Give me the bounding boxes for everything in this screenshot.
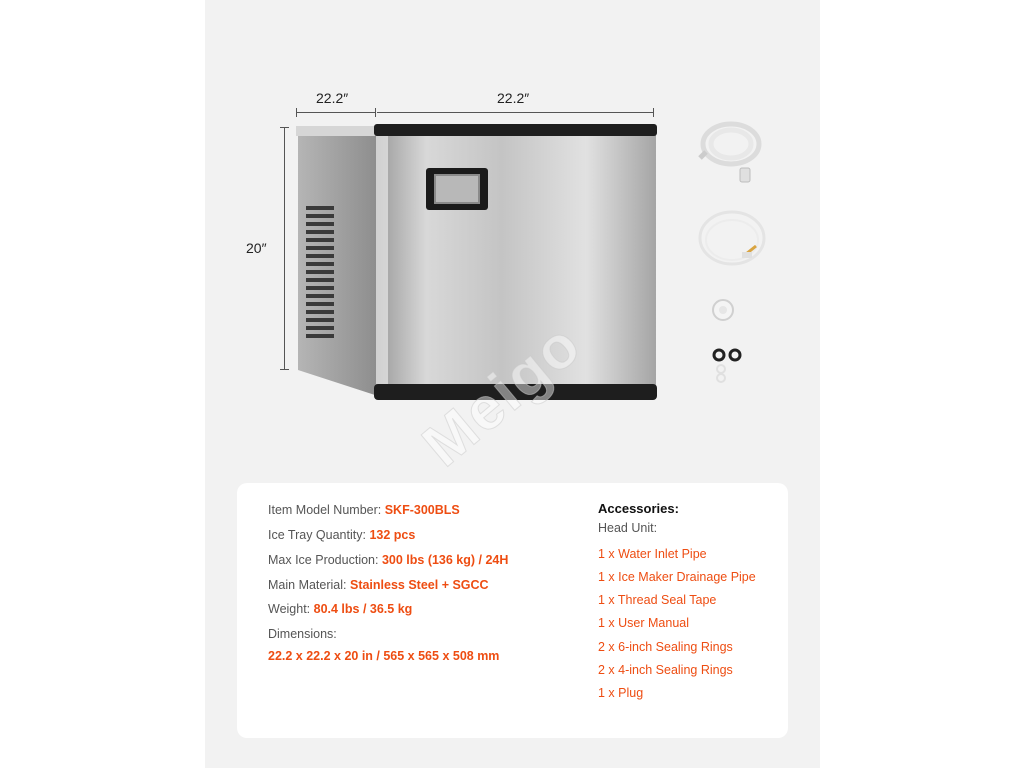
spec-max-production xyxy=(268,552,508,568)
accessory-item: 1 x Plug xyxy=(598,686,644,700)
ice-maker-image xyxy=(290,118,665,408)
spec-label: Max Ice Production: xyxy=(268,553,382,567)
spec-label: Ice Tray Quantity: xyxy=(268,528,370,542)
watermark: Meigo xyxy=(409,309,594,480)
spec-value: 132 pcs xyxy=(369,528,416,542)
spec-weight xyxy=(268,601,412,617)
depth-dimension-line xyxy=(296,112,375,113)
height-tick-bottom xyxy=(280,369,289,370)
accessory-item: 1 x Thread Seal Tape xyxy=(598,593,717,607)
drainage-pipe-image xyxy=(694,206,772,276)
height-dimension-line xyxy=(284,127,285,370)
spec-value: SKF-300BLS xyxy=(384,503,460,517)
accessory-item: 1 x User Manual xyxy=(598,616,690,630)
spec-value: Stainless Steel + SGCC xyxy=(349,578,489,592)
accessory-item: 1 x Water Inlet Pipe xyxy=(598,547,707,561)
depth-tick-left xyxy=(296,108,297,117)
spec-label: Main Material: xyxy=(268,578,350,592)
spec-ice-tray xyxy=(268,527,415,543)
spec-label: Dimensions: xyxy=(268,627,337,641)
spec-label: Weight: xyxy=(268,602,314,616)
accessory-item: 2 x 6-inch Sealing Rings xyxy=(598,640,733,654)
height-tick-top xyxy=(280,127,289,128)
spec-label: Item Model Number: xyxy=(268,503,385,517)
depth-label: 22.2″ xyxy=(316,90,349,106)
depth-tick-right xyxy=(375,108,376,117)
accessory-item: 2 x 4-inch Sealing Rings xyxy=(598,663,733,677)
spec-value: 22.2 x 22.2 x 20 in / 565 x 565 x 508 mm xyxy=(268,649,500,663)
spec-dimensions-label xyxy=(268,626,337,642)
width-label: 22.2″ xyxy=(497,90,530,106)
height-label: 20″ xyxy=(246,240,267,256)
spec-dimensions-value xyxy=(268,648,499,664)
spec-value: 80.4 lbs / 36.5 kg xyxy=(313,602,413,616)
spec-material xyxy=(268,577,489,593)
spec-model xyxy=(268,502,460,518)
sealing-rings-image xyxy=(711,347,745,385)
accessories-title: Accessories: xyxy=(598,501,679,516)
accessories-head-unit: Head Unit: xyxy=(598,521,658,535)
spec-value: 300 lbs (136 kg) / 24H xyxy=(381,553,509,567)
width-tick-right xyxy=(653,108,654,117)
water-inlet-pipe-image xyxy=(696,112,766,187)
width-dimension-line xyxy=(377,112,654,113)
thread-seal-tape-image xyxy=(711,298,735,322)
accessory-item: 1 x Ice Maker Drainage Pipe xyxy=(598,570,756,584)
